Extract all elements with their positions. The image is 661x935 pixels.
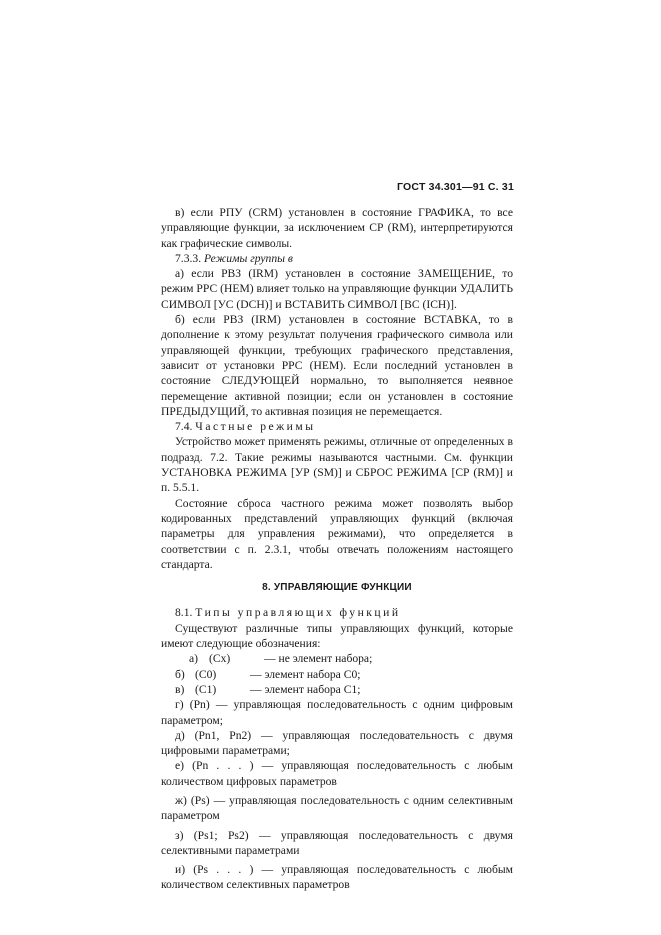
list-item-code: (C1) bbox=[195, 682, 217, 696]
list-item: г) (Pn) — управляющая последовательность с одним цифровым параметром; bbox=[161, 698, 513, 727]
paragraph-irm-insert: б) если РВЗ (IRM) установлен в состояние ВСТАВКА, то в дополнение к этому результат получения графического символа или управляющей функции, требующих графического представления, зависит от установки РРС (HEM). Если последний установлен в состояние СЛЕДУЮЩЕЙ нормально, то выполняется неявное перемещение активной позиции; если он установлен в состояние ПРЕДЫДУЩИЙ, то активная позиция не перемещается. bbox=[161, 313, 513, 418]
subsection-8-1 bbox=[161, 605, 513, 620]
list-item: ж) (Ps) — управляющая последовательность с одним селективным параметром bbox=[161, 793, 513, 823]
subsection-7-3-3 bbox=[161, 251, 513, 266]
paragraph-irm-replace: а) если РВЗ (IRM) установлен в состояние ЗАМЕЩЕНИЕ, то режим РРС (HEM) влияет только на управляющие функции УДАЛИТЬ СИМВОЛ [УС (DCH)] и ВСТАВИТЬ СИМВОЛ [ВС (ICH)]. bbox=[161, 267, 513, 311]
section-heading: 8. УПРАВЛЯЮЩИЕ ФУНКЦИИ bbox=[262, 582, 412, 594]
paragraph-reset-state: Состояние сброса частного режима может позволять выбор кодированных представлений управляющих функций (включая параметры для управления режимами), что определяется в соответствии с п. 2.3.1, чтобы отвечать положениям настоящего стандарта. bbox=[161, 496, 513, 571]
list-item bbox=[161, 682, 513, 697]
list-item bbox=[161, 651, 513, 666]
subsection-title: Режимы группы в bbox=[203, 251, 293, 265]
subsection-title: Частные режимы bbox=[195, 420, 316, 434]
list-item-label: а) bbox=[189, 652, 199, 666]
list-item-desc: — элемент набора С0; bbox=[250, 667, 361, 681]
subsection-title: Типы управляющих функций bbox=[195, 606, 401, 620]
list-item-desc: — не элемент набора; bbox=[264, 652, 373, 666]
paragraph-types-intro: Существуют различные типы управляющих функций, которые имеют следующие обозначения: bbox=[161, 621, 513, 651]
list-item-code: (Cx) bbox=[209, 652, 231, 666]
list-item-label: б) bbox=[175, 667, 185, 681]
subsection-7-4 bbox=[161, 419, 513, 434]
subsection-number: 7.3.3. bbox=[175, 251, 204, 265]
paragraph-crm: в) если РПУ (CRM) установлен в состояние ГРАФИКА, то все управляющие функции, за исключением СР (RM), интерпретируются как графические символы. bbox=[161, 206, 513, 250]
paragraph-private-modes: Устройство может применять режимы, отличные от определенных в подразд. 7.2. Такие режимы называются частными. См. функции УСТАНОВКА РЕЖИМА [УР (SM)] и СБРОС РЕЖИМА [СР (RM)] и п. 5.5.1. bbox=[161, 435, 513, 495]
list-item: и) (Ps . . . ) — управляющая последовательность с любым количеством селективных параметров bbox=[161, 863, 513, 892]
document-body bbox=[161, 205, 513, 893]
list-item-code: (C0) bbox=[195, 667, 217, 681]
list-item bbox=[161, 667, 513, 682]
subsection-number: 8.1. bbox=[175, 606, 196, 620]
subsection-number: 7.4. bbox=[175, 420, 196, 434]
list-item: з) (Ps1; Ps2) — управляющая последовательность с двумя селективными параметрами bbox=[161, 828, 513, 857]
page-header: ГОСТ 34.301—91 С. 31 bbox=[397, 181, 514, 193]
list-item-desc: — элемент набора С1; bbox=[250, 682, 361, 696]
list-item-label: в) bbox=[175, 682, 185, 696]
list-item: е) (Pn . . . ) — управляющая последовательность с любым количеством цифровых параметров bbox=[161, 759, 513, 788]
list-item: д) (Pn1, Pn2) — управляющая последовательность с двумя цифровыми параметрами; bbox=[161, 728, 513, 758]
